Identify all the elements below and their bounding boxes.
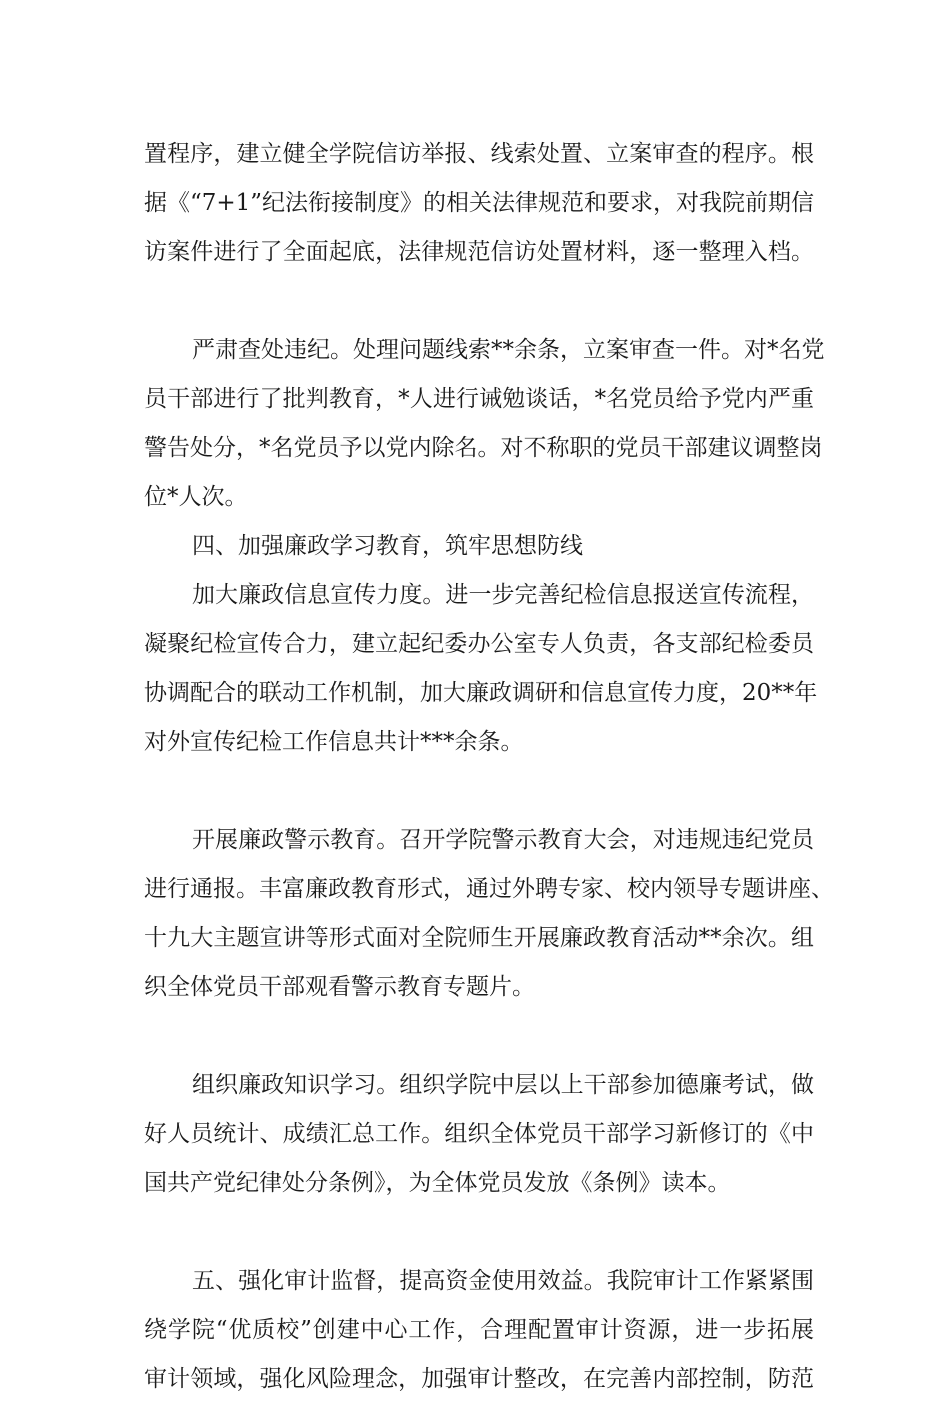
text-line: 置程序，建立健全学院信访举报、线索处置、立案审查的程序。根: [144, 141, 814, 167]
text-line: 凝聚纪检宣传合力，建立起纪委办公室专人负责，各支部纪检委员: [144, 631, 814, 657]
text-line: 位*人次。: [144, 484, 248, 510]
text-line: 警告处分，*名党员予以党内除名。对不称职的党员干部建议调整岗: [144, 435, 823, 461]
text-line: 对外宣传纪检工作信息共计***余条。: [144, 729, 524, 755]
text-line: 审计领域，强化风险理念，加强审计整改，在完善内部控制，防范: [144, 1366, 814, 1392]
paragraph-gap: [144, 1208, 814, 1257]
text-line: 织全体党员干部观看警示教育专题片。: [144, 974, 535, 1000]
text-line: 国共产党纪律处分条例》，为全体党员发放《条例》读本。: [144, 1170, 731, 1196]
text-line: 访案件进行了全面起底，法律规范信访处置材料，逐一整理入档。: [144, 239, 814, 265]
document-body: [144, 130, 834, 1404]
text-line: 协调配合的联动工作机制，加大廉政调研和信息宣传力度，20**年: [144, 680, 818, 706]
text-line: 十九大主题宣讲等形式面对全院师生开展廉政教育活动**余次。组: [144, 925, 814, 951]
section-heading: 四、加强廉政学习教育，筑牢思想防线: [192, 533, 583, 559]
text-line: 五、强化审计监督，提高资金使用效益。我院审计工作紧紧围: [192, 1268, 814, 1294]
paragraph-gap: [144, 767, 814, 816]
text-line: 好人员统计、成绩汇总工作。组织全体党员干部学习新修订的《中: [144, 1121, 814, 1147]
text-line: 绕学院“优质校”创建中心工作，合理配置审计资源，进一步拓展: [144, 1317, 814, 1343]
text-line: 开展廉政警示教育。召开学院警示教育大会，对违规违纪党员: [192, 827, 814, 853]
paragraph-gap: [144, 277, 814, 326]
text-line: 进行通报。丰富廉政教育形式，通过外聘专家、校内领导专题讲座、: [144, 876, 834, 902]
text-line: 组织廉政知识学习。组织学院中层以上干部参加德廉考试，做: [192, 1072, 814, 1098]
paragraph-gap: [144, 1012, 814, 1061]
text-line: 员干部进行了批判教育，*人进行诫勉谈话，*名党员给予党内严重: [144, 386, 814, 412]
text-line: 严肃查处违纪。处理问题线索**余条，立案审查一件。对*名党: [192, 337, 825, 363]
text-line: 加大廉政信息宣传力度。进一步完善纪检信息报送宣传流程，: [192, 582, 814, 608]
text-line: 据《“7+1”纪法衔接制度》的相关法律规范和要求，对我院前期信: [144, 190, 815, 216]
